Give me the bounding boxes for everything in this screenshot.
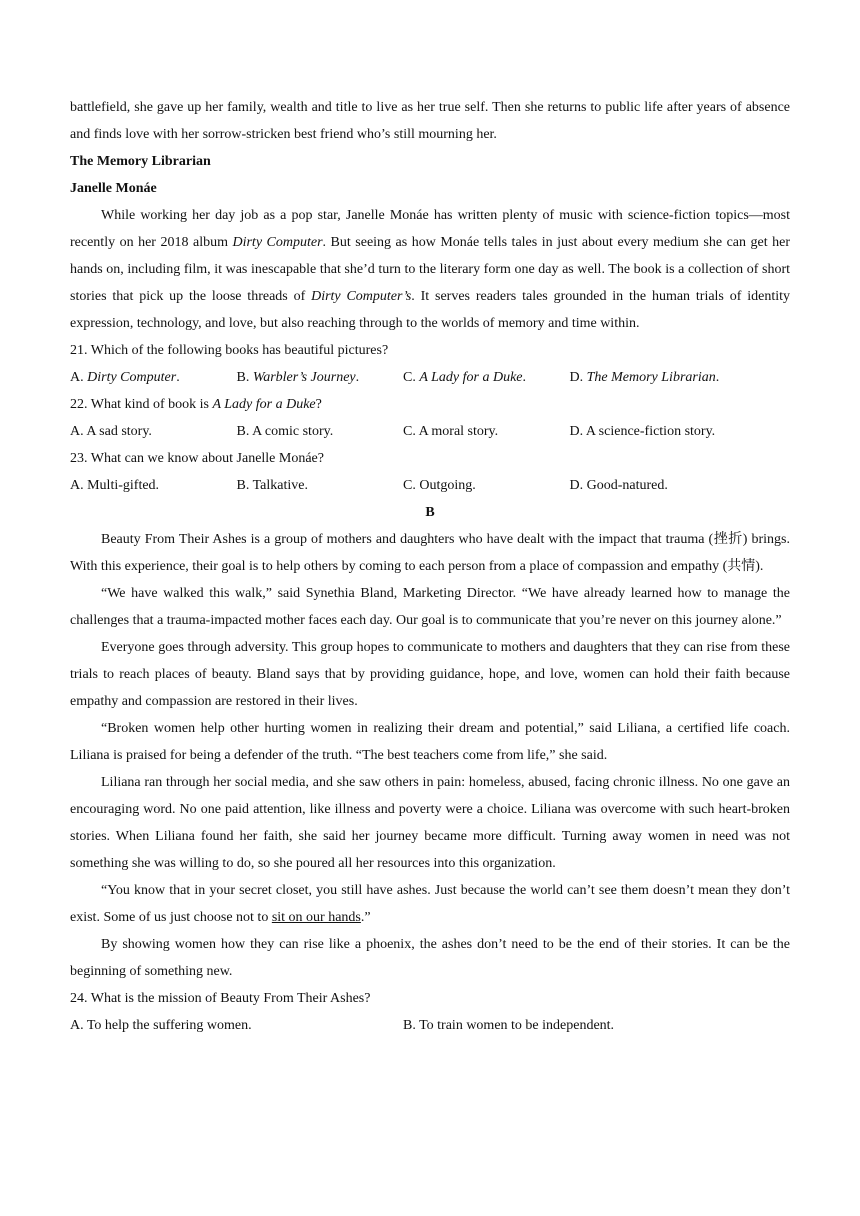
- passage-b-paragraph-5: Liliana ran through her social media, and she saw others in pain: homeless, abused, facing chronic illness. No one gave an encouraging word. No one paid attention, like illness and poverty were a choice. Liliana was overcome with such heart-broken stories. When Liliana found her faith, she said her journey became more difficult. Turning away women in need was not something she was willing to do, so she poured all her resources into this organization.: [70, 775, 790, 871]
- option-d: D. Good-natured.: [569, 478, 668, 493]
- continued-paragraph: battlefield, she gave up her family, wealth and title to live as her true self. Then she returns to public life after years of absence and finds love with her sorrow-stricken best friend who’s still mourning her.: [70, 100, 790, 142]
- question-22-options: [70, 418, 790, 445]
- question-24: 24. What is the mission of Beauty From Their Ashes?: [70, 991, 371, 1006]
- book-author: Janelle Monáe: [70, 181, 157, 196]
- underlined-phrase: sit on our hands: [271, 910, 361, 925]
- passage-b-paragraph-4: “Broken women help other hurting women in realizing their dream and potential,” said Liliana, a certified life coach. Liliana is praised for being a defender of the truth. “The best teachers come from life,” she said.: [70, 721, 790, 763]
- book-description: [70, 202, 790, 337]
- desc-title-1: Dirty Computer: [232, 235, 323, 250]
- desc-title-2: Dirty Computer’s: [311, 289, 412, 304]
- desc-text-1: While working her day job as a pop star, Janelle Monáe has written plenty of music with science-fiction topics—most recently on her 2018 album: [70, 208, 790, 250]
- question-21-options: [70, 364, 790, 391]
- option-c: C. A Lady for a Duke.: [403, 370, 527, 385]
- option-b: B. A comic story.: [236, 424, 334, 439]
- passage-b-paragraph-3: Everyone goes through adversity. This group hopes to communicate to mothers and daughters that they can rise from these trials to reach places of beauty. Bland says that by providing guidance, hope, and love, women can hold their faith because empathy and compassion are restored in their lives.: [70, 640, 790, 709]
- desc-text-2: . But seeing as how Monáe tells tales in just about every medium she can get her hands on, including film, it was inescapable that she’d turn to the literary form one day as well. The book is a collection of short stories that pick up the loose threads of: [70, 235, 791, 304]
- passage-b-paragraph-2: “We have walked this walk,” said Synethia Bland, Marketing Director. “We have already learned how to manage the challenges that a trauma-impacted mother faces each day. Our goal is to communicate that you’re never on this journey alone.”: [70, 586, 790, 628]
- passage-b-paragraph-6: “You know that in your secret closet, you still have ashes. Just because the world can’t see them doesn’t mean they don’t exist. Some of us just choose not to sit on our hands.”: [70, 883, 790, 925]
- option-c: C. A moral story.: [403, 424, 499, 439]
- question-22: 22. What kind of book is A Lady for a Duke?: [70, 397, 322, 412]
- passage-b-paragraph-7: By showing women how they can rise like a phoenix, the ashes don’t need to be the end of their stories. It can be the beginning of something new.: [70, 937, 790, 979]
- book-title: The Memory Librarian: [70, 154, 211, 169]
- option-d: D. The Memory Librarian.: [569, 370, 720, 385]
- passage-b-paragraph-1: Beauty From Their Ashes is a group of mothers and daughters who have dealt with the impact that trauma (挫折) brings. With this experience, their goal is to help others by coming to each person from a place of compassion and empathy (共情).: [70, 532, 790, 574]
- question-23-options: [70, 472, 790, 499]
- section-heading-b: B: [425, 505, 435, 520]
- document-page: [70, 94, 790, 1039]
- option-a: A. A sad story.: [70, 424, 152, 439]
- option-b: B. To train women to be independent.: [403, 1018, 615, 1033]
- option-c: C. Outgoing.: [403, 478, 476, 493]
- desc-text-3: . It serves readers tales grounded in the human trials of identity expression, technology, and love, but also reaching through to the worlds of memory and time within.: [70, 289, 790, 331]
- option-b: B. Talkative.: [236, 478, 308, 493]
- question-23: 23. What can we know about Janelle Monáe?: [70, 451, 324, 466]
- option-d: D. A science-fiction story.: [569, 424, 716, 439]
- option-a: A. To help the suffering women.: [70, 1018, 252, 1033]
- question-24-options: [70, 1012, 790, 1039]
- option-a: A. Multi-gifted.: [70, 478, 160, 493]
- option-b: B. Warbler’s Journey.: [236, 370, 360, 385]
- question-21: 21. Which of the following books has beautiful pictures?: [70, 343, 389, 358]
- option-a: A. Dirty Computer.: [70, 370, 180, 385]
